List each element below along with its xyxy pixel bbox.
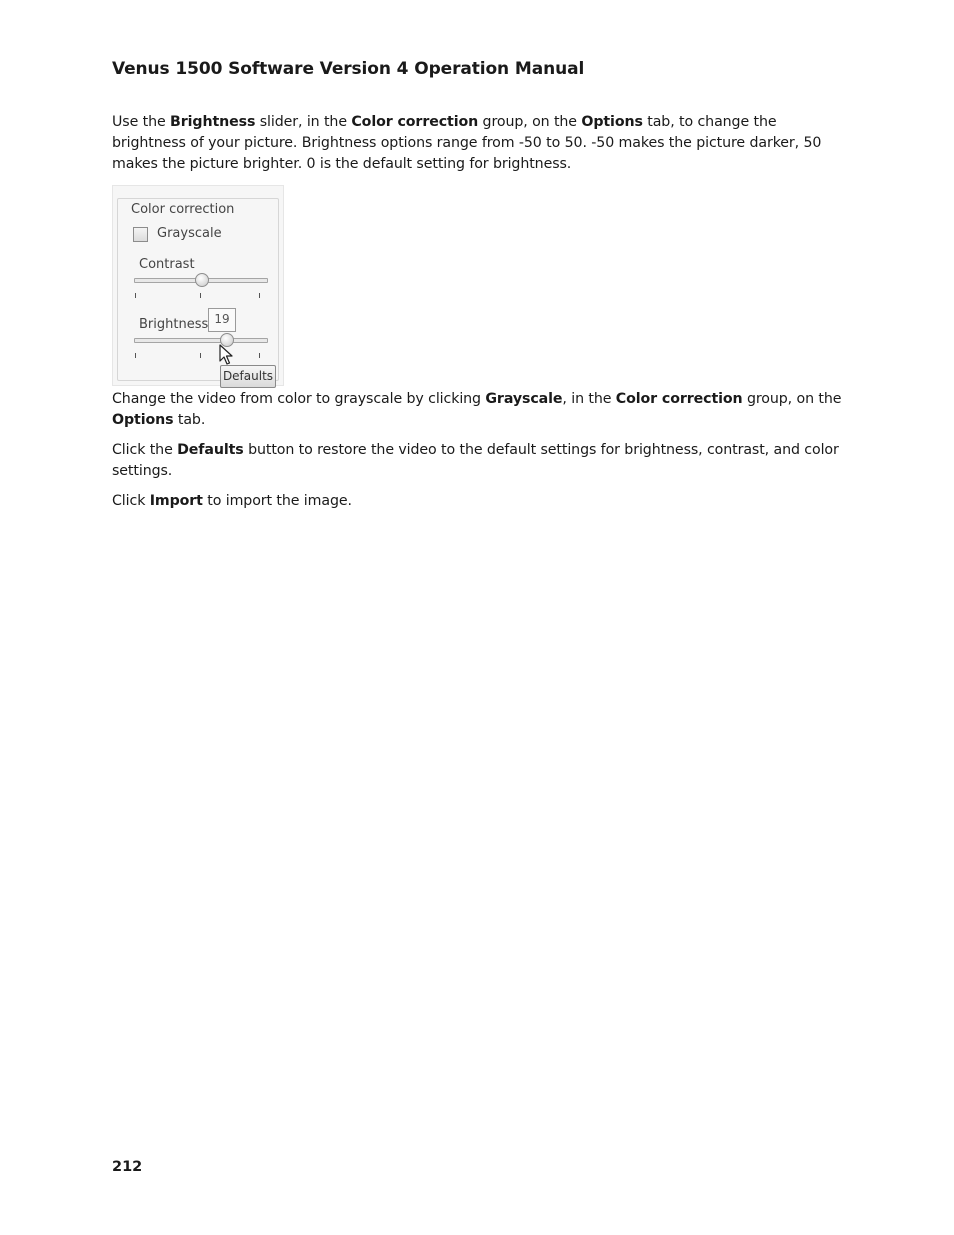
contrast-tick (259, 293, 260, 298)
contrast-slider-thumb[interactable] (195, 273, 209, 287)
term-color-correction: Color correction (615, 391, 743, 407)
grayscale-label: Grayscale (157, 226, 222, 241)
grayscale-checkbox[interactable] (133, 227, 148, 242)
paragraph-import: Click Import to import the image. (112, 493, 352, 509)
brightness-slider-track[interactable] (134, 338, 268, 343)
brightness-label: Brightness (139, 317, 209, 332)
brightness-value-tooltip: 19 (208, 308, 236, 332)
term-import: Import (149, 493, 203, 509)
group-title: Color correction (128, 202, 237, 217)
brightness-tick (200, 353, 201, 358)
paragraph-grayscale: Change the video from color to grayscale by clicking Grayscale, in the Color correction group, on the Options tab. (112, 391, 842, 428)
mouse-pointer-icon (219, 344, 235, 366)
contrast-label: Contrast (139, 257, 195, 272)
defaults-button[interactable]: Defaults (220, 365, 276, 388)
term-options: Options (581, 114, 643, 130)
page-number: 212 (112, 1159, 143, 1175)
term-color-correction: Color correction (351, 114, 479, 130)
contrast-tick (200, 293, 201, 298)
color-correction-group (117, 198, 279, 381)
brightness-tick (135, 353, 136, 358)
page-header-title: Venus 1500 Software Version 4 Operation Manual (112, 59, 585, 79)
brightness-tick (259, 353, 260, 358)
term-defaults: Defaults (177, 442, 244, 458)
term-options: Options (112, 412, 174, 428)
contrast-tick (135, 293, 136, 298)
term-brightness: Brightness (170, 114, 256, 130)
paragraph-brightness: Use the Brightness slider, in the Color correction group, on the Options tab, to change the brightness of your picture. Brightness options range from -50 to 50. -50 makes the picture darker, 50 makes the picture brighter. 0 is the default setting for brightness. (112, 114, 822, 172)
paragraph-defaults: Click the Defaults button to restore the video to the default settings for brightness, contrast, and color settings. (112, 442, 839, 479)
color-correction-screenshot (112, 185, 284, 386)
term-grayscale: Grayscale (485, 391, 563, 407)
